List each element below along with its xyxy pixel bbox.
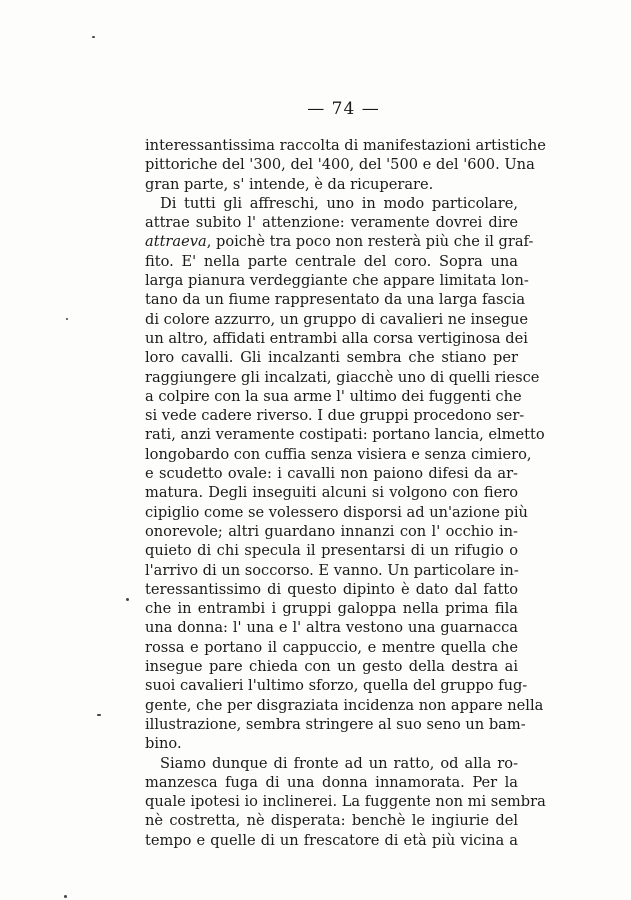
text-line: l'arrivo di un soccorso. E vanno. Un particolare in-	[145, 561, 519, 579]
text-line: loro cavalli. Gli incalzanti sembra che stiano per	[145, 349, 518, 367]
text-line: un altro, affidati entrambi alla corsa vertiginosa dei	[145, 329, 528, 347]
text-line: insegue pare chieda con un gesto della destra ai	[145, 658, 518, 676]
scan-speck	[97, 714, 101, 716]
page-number: — 74 —	[307, 99, 380, 119]
text-line: nè costretta, nè disperata: benchè le ingiurie del	[145, 812, 518, 830]
text-line: gran parte, s' intende, è da ricuperare.	[145, 175, 434, 193]
scan-speck	[66, 318, 68, 320]
text-line: pittoriche del '300, del '400, del '500 e del '600. Una	[145, 156, 535, 174]
text-line: teressantissimo di questo dipinto è dato dal fatto	[145, 580, 518, 598]
text-line: interessantissima raccolta di manifestazioni artistiche	[145, 137, 546, 154]
text-line: onorevole; altri guardano innanzi con l' occhio in-	[145, 522, 518, 540]
text-line: manzesca fuga di una donna innamorata. Per la	[145, 773, 518, 791]
text-line: gente, che per disgraziata incidenza non appare nella	[145, 696, 544, 714]
text-line: Di tutti gli affreschi, uno in modo particolare,	[160, 194, 518, 212]
text-line: tempo e quelle di un frescatore di età più vicina a	[145, 831, 518, 849]
text-line: a colpire con la sua arme l' ultimo dei fuggenti che	[145, 387, 522, 405]
text-line: attraeva, poichè tra poco non resterà più che il graf-	[145, 233, 534, 251]
text-line: illustrazione, sembra stringere al suo seno un bam-	[145, 715, 526, 733]
text-line: cipiglio come se volessero disporsi ad un'azione più	[145, 503, 528, 521]
text-line: attrae subito l' attenzione: veramente dovrei dire	[145, 214, 518, 232]
text-line: matura. Degli inseguiti alcuni si volgono con fiero	[145, 484, 518, 502]
scan-speck	[126, 598, 129, 601]
text-line: tano da un fiume rappresentato da una larga fascia	[145, 291, 526, 309]
text-line: larga pianura verdeggiante che appare limitata lon-	[145, 272, 529, 290]
text-line: suoi cavalieri l'ultimo sforzo, quella del gruppo fug-	[145, 677, 528, 695]
text-line: rati, anzi veramente costipati: portano lancia, elmetto	[145, 426, 545, 444]
text-line: si vede cadere riverso. I due gruppi procedono ser-	[145, 407, 525, 425]
body-text	[145, 136, 546, 850]
text-line: longobardo con cuffia senza visiera e senza cimiero,	[145, 445, 532, 463]
text-line: quieto di chi specula il presentarsi di un rifugio o	[145, 542, 518, 560]
text-line: di colore azzurro, un gruppo di cavalieri ne insegue	[145, 310, 529, 328]
text-line: e scudetto ovale: i cavalli non paiono difesi da ar-	[145, 465, 518, 483]
text-line: raggiungere gli incalzati, giacchè uno di quelli riesce	[145, 368, 540, 386]
text-line: rossa e portano il cappuccio, e mentre quella che	[145, 638, 518, 656]
text-line: quale ipotesi io inclinerei. La fuggente non mi sembra	[145, 793, 546, 811]
text-line: che in entrambi i gruppi galoppa nella prima fila	[145, 600, 518, 618]
text-line: Siamo dunque di fronte ad un ratto, od alla ro-	[160, 754, 518, 772]
text-line: bino.	[145, 735, 182, 753]
scan-speck	[64, 895, 67, 898]
text-line: una donna: l' una e l' altra vestono una guarnacca	[145, 619, 518, 637]
scan-speck	[92, 36, 95, 38]
text-line: fito. E' nella parte centrale del coro. Sopra una	[145, 252, 518, 270]
